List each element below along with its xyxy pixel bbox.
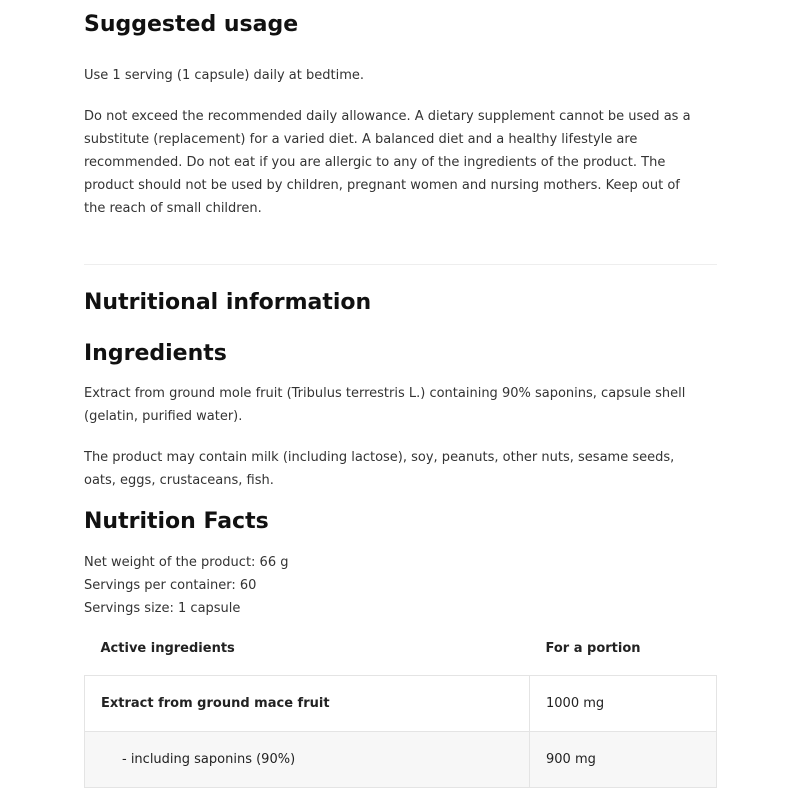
- servings-per-container: Servings per container: 60: [84, 578, 257, 593]
- table-cell-ingredient: - including saponins (90%): [85, 732, 530, 788]
- table-cell-amount: 1000 mg: [530, 676, 717, 732]
- ingredients-heading: Ingredients: [84, 341, 227, 366]
- nutrition-facts-list: [84, 551, 288, 620]
- nutrition-table: [84, 621, 717, 788]
- table-cell-amount: 900 mg: [530, 732, 717, 788]
- ingredients-text: Extract from ground mole fruit (Tribulus terrestris L.) containing 90% saponins, capsule shell (gelatin, purified water).: [84, 386, 686, 424]
- table-cell-ingredient: Extract from ground mace fruit: [85, 676, 530, 732]
- nutritional-information-heading: Nutritional information: [84, 290, 372, 315]
- table-header-for-a-portion: For a portion: [545, 640, 641, 656]
- section-divider: [84, 264, 717, 265]
- usage-text: Use 1 serving (1 capsule) daily at bedtime.: [84, 68, 365, 83]
- table-row: [85, 676, 717, 732]
- table-row: [85, 732, 717, 788]
- warning-text: Do not exceed the recommended daily allowance. A dietary supplement cannot be used as a substitute (replacement) for a varied diet. A balanced diet and a healthy lifestyle are recommended. Do not eat if you are allergic to any of the ingredients of the product. The product should not be used by children, pregnant women and nursing mothers. Keep out of the reach of small children.: [84, 109, 691, 216]
- table-header-active-ingredients: Active ingredients: [100, 640, 235, 656]
- table-header-row: [85, 621, 717, 676]
- allergens-text: The product may contain milk (including lactose), soy, peanuts, other nuts, sesame seeds, oats, eggs, crustaceans, fish.: [84, 450, 675, 488]
- serving-size: Servings size: 1 capsule: [84, 601, 241, 616]
- nutrition-facts-heading: Nutrition Facts: [84, 509, 269, 534]
- net-weight: Net weight of the product: 66 g: [84, 555, 289, 570]
- suggested-usage-heading: Suggested usage: [84, 12, 299, 37]
